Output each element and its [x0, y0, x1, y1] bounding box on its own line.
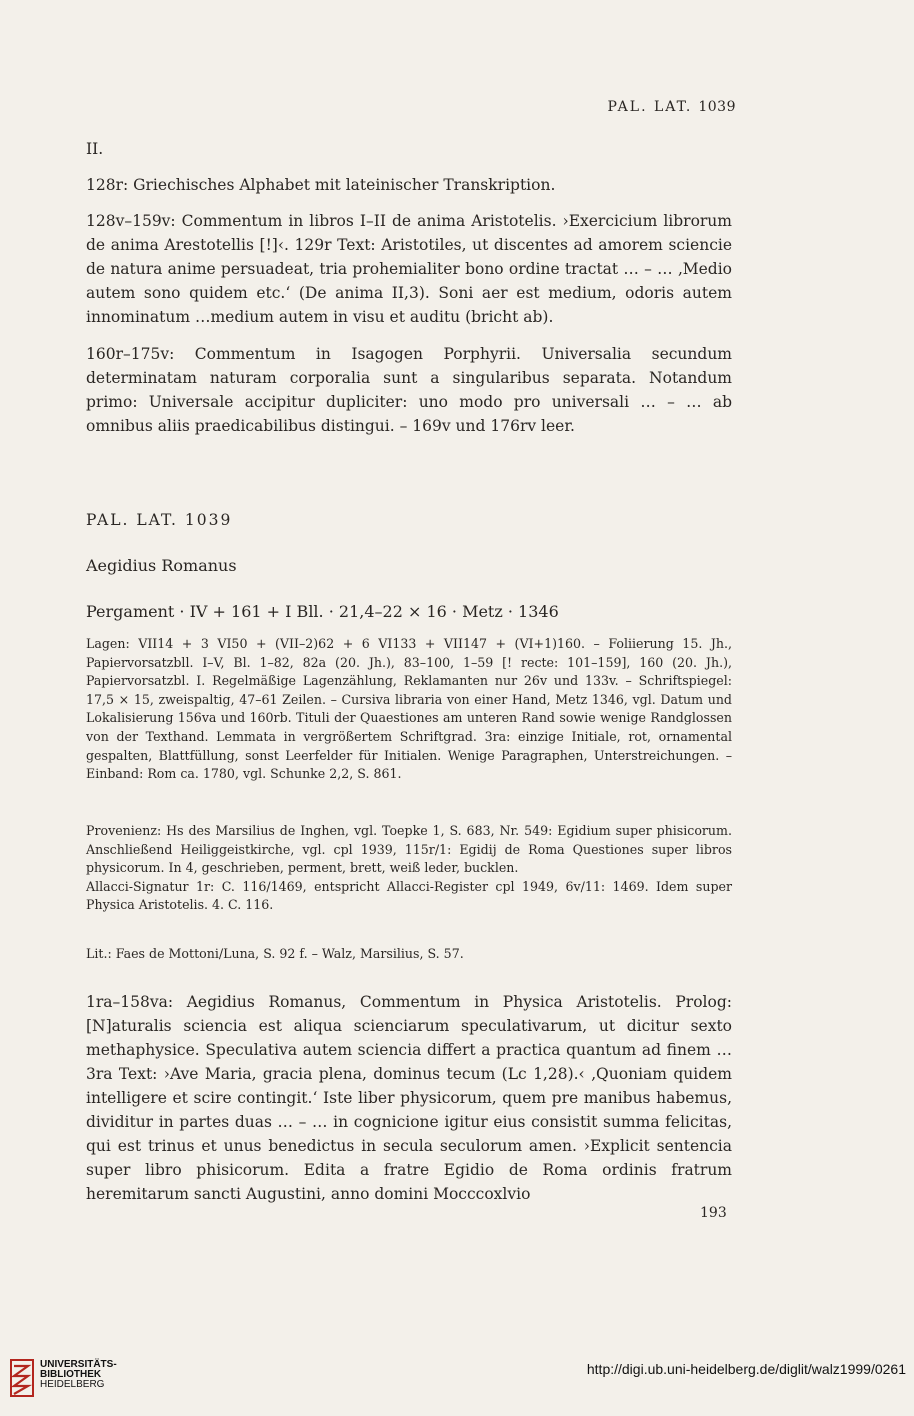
running-head-number: 1039 [698, 99, 736, 115]
entry-160r-175v [86, 342, 732, 438]
lagen-text: Lagen: VII14 + 3 VI50 + (VII–2)62 + 6 VI133 + VII147 + (VI+1)160. – Foliierung 15. Jh., Papiervorsatzbll. I–V, Bl. 1–82, 82a (20. Jh.), 83–100, 1–59 [! recte: 101–159], 160 (20. Jh.), Papiervorsatzbl. I. Regelmäßige Lagenzählung, Reklamanten nur 26v und 133v. – Schriftspiegel: 17,5 × 15, zweispaltig, 47–61 Zeilen. – Cursiva libraria von einer Hand, Metz 1346, vgl. Datum und Lokalisierung 156va und 160rb. Tituli der Quaestiones am unteren Rand sowie wenige Randglossen von der Texthand. Lemmata in vergrößertem Schriftgrad. 3ra: einzige Initiale, rot, ornamental gespalten, Blattfüllung, sonst Leerfelder für Initialen. Wenige Paragraphen, Unterstreichungen. – Einband: Rom ca. 1780, vgl. Schunke 2,2, S. 861. [86, 636, 732, 782]
manuscript-title: PAL. LAT. 1039 [86, 511, 233, 529]
allacci-text: Allacci-Signatur 1r: C. 116/1469, entspricht Allacci-Register cpl 1949, 6v/11: 1469. Idem super Physica Aristotelis. 4. C. 116. [86, 878, 732, 913]
entry-128r [86, 173, 732, 197]
manuscript-author: Aegidius Romanus [86, 556, 237, 575]
entry-128v-159v [86, 209, 732, 329]
provenance-section [86, 822, 732, 915]
running-head-title: PAL. LAT. [607, 99, 693, 115]
physical-description: Pergament · IV + 161 + I Bll. · 21,4–22 × 16 · Metz · 1346 [86, 602, 559, 621]
footer-bar [0, 1352, 914, 1416]
source-url-link[interactable]: http://digi.ub.uni-heidelberg.de/diglit/walz1999/0261 [586, 1361, 906, 1377]
section-number: II. [86, 140, 104, 158]
literature-text: Lit.: Faes de Mottoni/Luna, S. 92 f. – Walz, Marsilius, S. 57. [86, 946, 464, 961]
library-name [40, 1360, 117, 1390]
codicology-section [86, 635, 732, 784]
provenance-text: Provenienz: Hs des Marsilius de Inghen, vgl. Toepke 1, S. 683, Nr. 549: Egidium super phisicorum. Anschließend Heiliggeistkirche, vgl. cpl 1939, 115r/1: Egidij de Roma Questiones super libros physicorum. In 4, geschrieben, perment, brett, weiß leder, bucklen. [86, 823, 732, 876]
library-name-line3: HEIDELBERG [40, 1379, 105, 1390]
entry-1ra-158va [86, 990, 732, 1206]
library-name-line1: UNIVERSITÄTS- [40, 1359, 117, 1370]
running-head [608, 99, 736, 115]
entry-160r-175v-text: 160r–175v: Commentum in Isagogen Porphyrii. Universalia secundum determinatam naturam corporalia sunt a singularibus separata. Notandum primo: Universale accipitur dupliciter: uno modo pro universali … – … ab omnibus aliis praedicabilibus distingui. – 169v und 176rv leer. [86, 345, 732, 435]
page-number: 193 [700, 1205, 727, 1221]
library-logo-icon [10, 1358, 36, 1398]
literature-section [86, 945, 732, 964]
entry-128r-text: 128r: Griechisches Alphabet mit lateinischer Transkription. [86, 176, 556, 194]
entry-128v-159v-text: 128v–159v: Commentum in libros I–II de anima Aristotelis. ›Exercicium librorum de anima Arestotellis [!]‹. 129r Text: Aristotiles, ut discentes ad amorem sciencie de natura anime persuadeat, tria prohemialiter bono ordine tractat … – … ‚Medio autem sono quidem etc.‘ (De anima II,3). Soni aer est medium, odoris autem innominatum …medium autem in visu et auditu (bricht ab). [86, 212, 732, 326]
library-name-line2: BIBLIOTHEK [40, 1369, 102, 1380]
entry-1ra-158va-text: 1ra–158va: Aegidius Romanus, Commentum in Physica Aristotelis. Prolog: [N]aturalis sciencia est aliqua scienciarum speculativarum, ut dicitur sexto methaphysice. Speculativa autem sciencia differt a practica quantum ad finem … 3ra Text: ›Ave Maria, gracia plena, dominus tecum (Lc 1,28).‹ ‚Quoniam quidem intelligere et scire contingit.‘ Iste liber physicorum, quem pre manibus habemus, dividitur in partes duas … – … in cognicione igitur eius consistit summa felicitas, qui est trinus et unus benedictus in secula seculorum amen. ›Explicit sentencia super libro phisicorum. Edita a fratre Egidio de Roma ordinis fratrum heremitarum sancti Augustini, anno domini Mocccoxlvio [86, 993, 732, 1203]
